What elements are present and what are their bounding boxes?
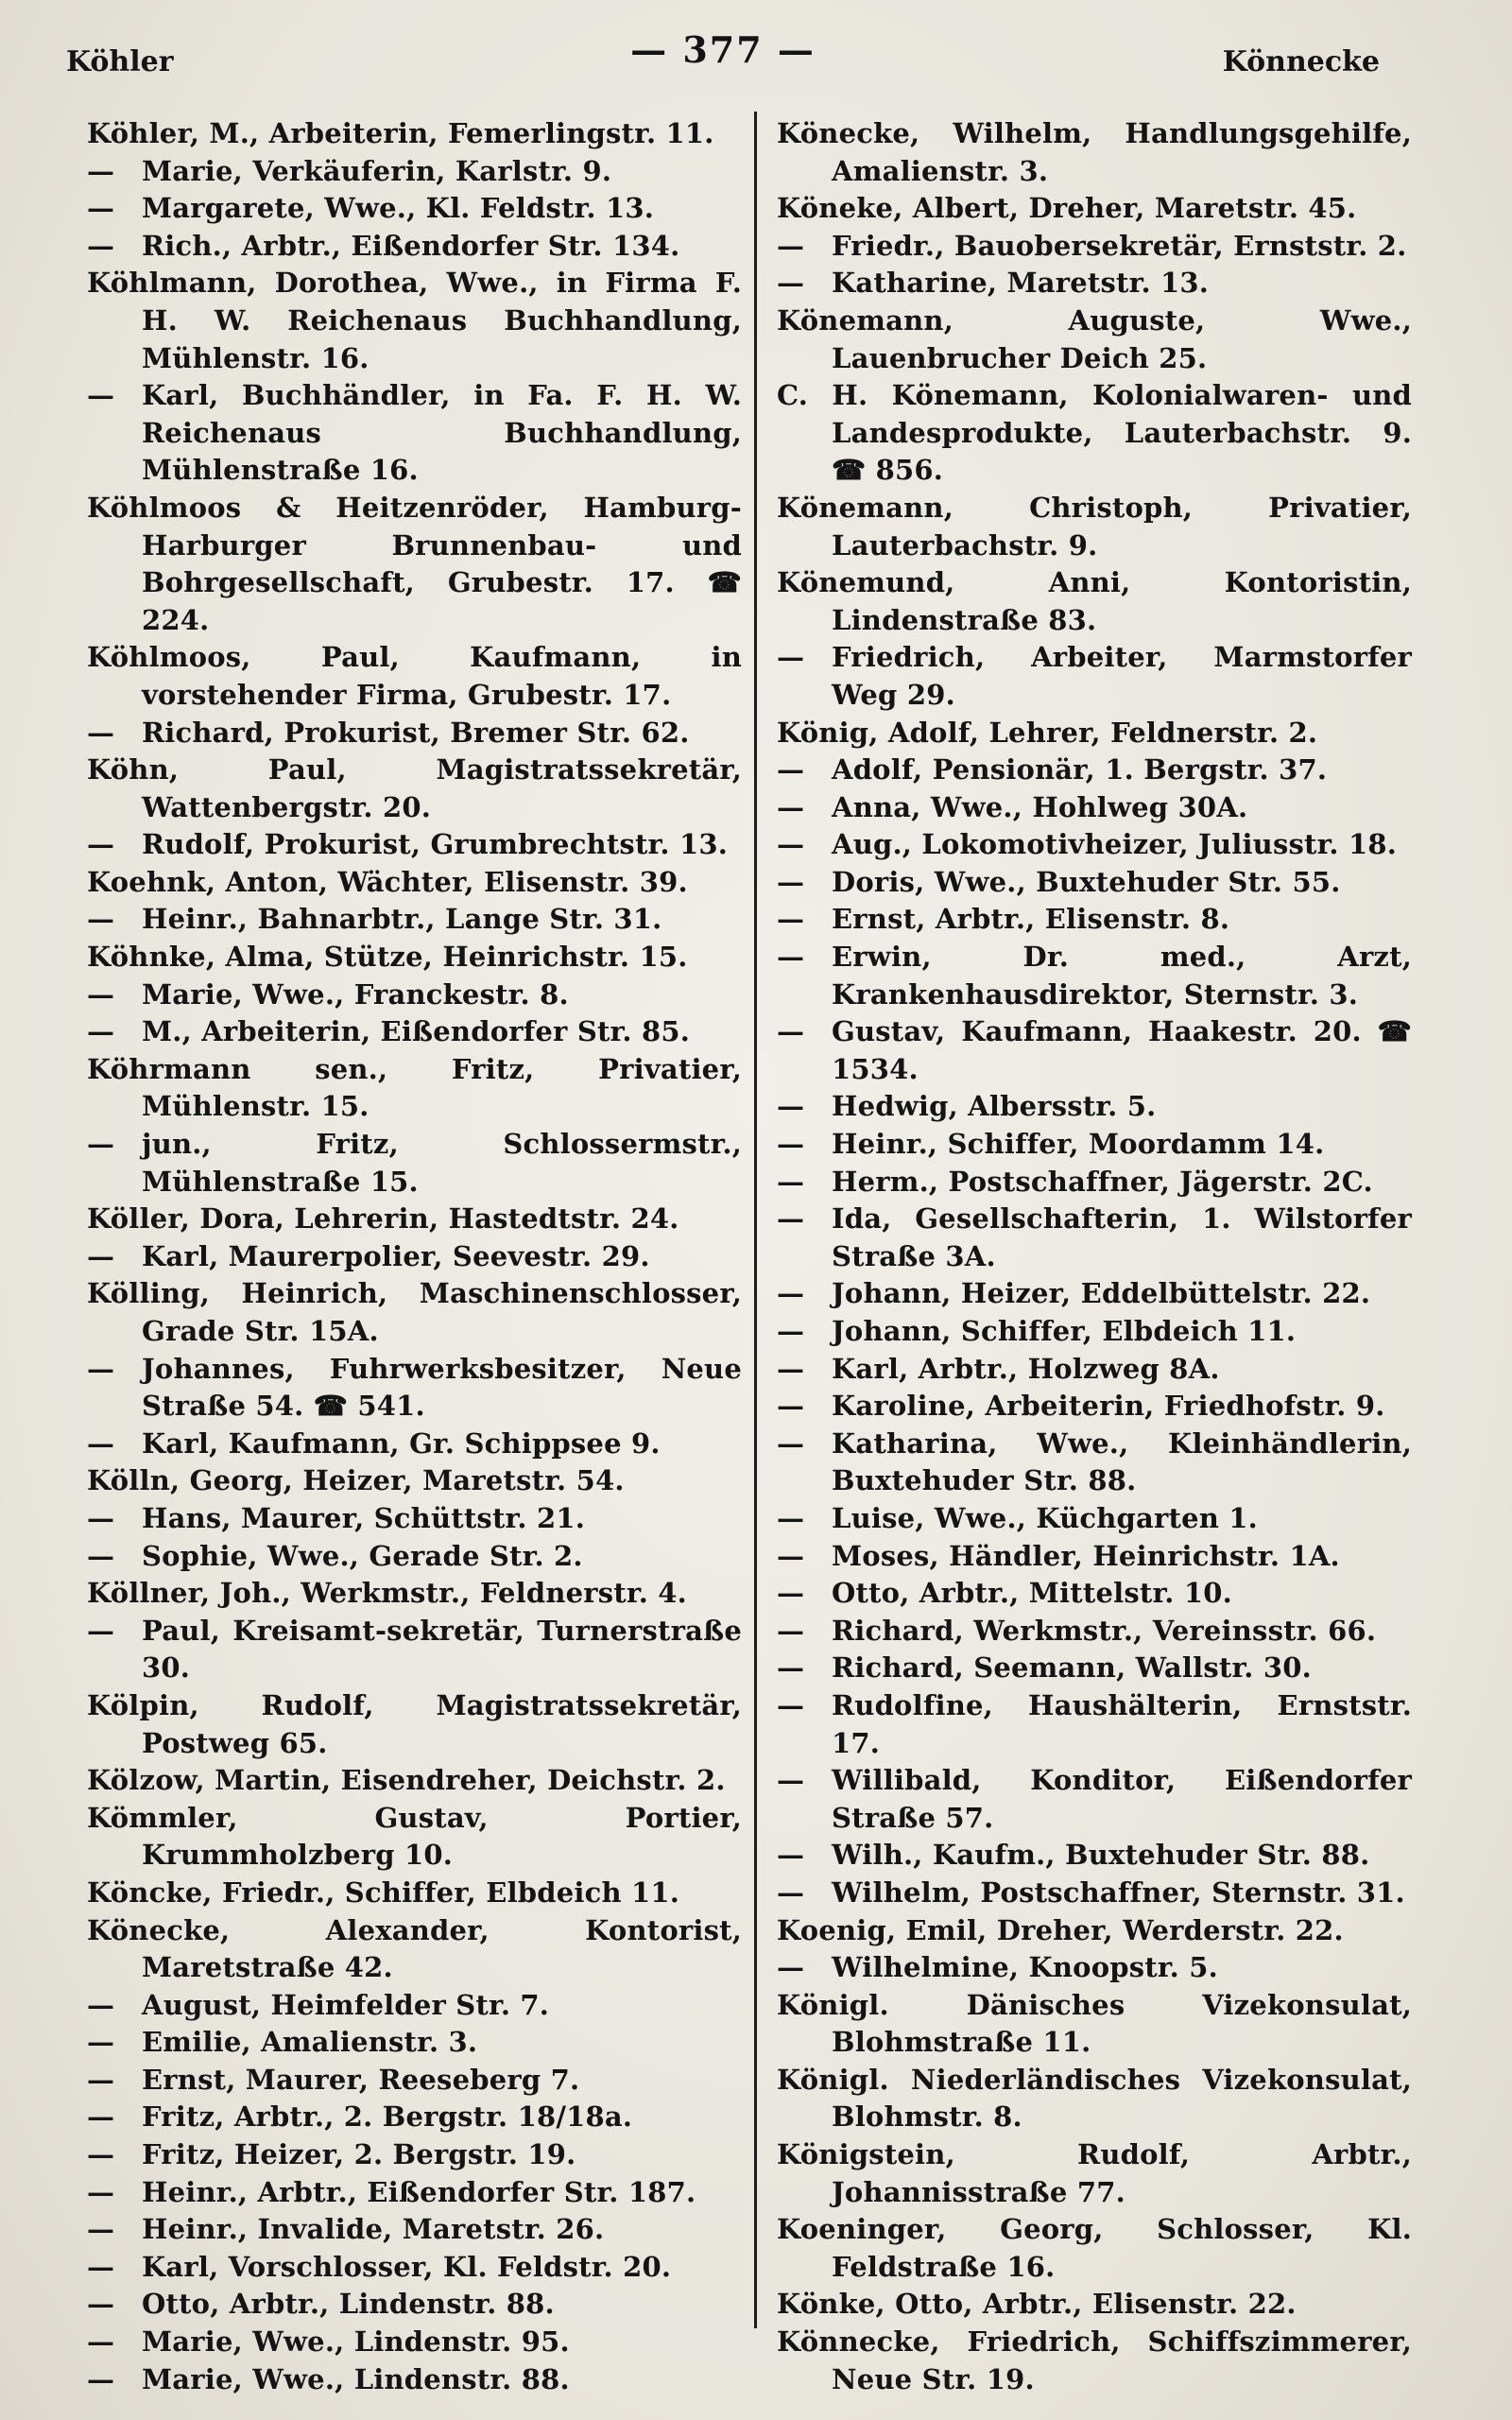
entry-text: König, Adolf, Lehrer, Feldnerstr. 2.: [777, 716, 1318, 749]
directory-subentry: [87, 190, 742, 228]
entry-text: Ida, Gesellschafterin, 1. Wilstorfer Straße 3A.: [832, 1202, 1412, 1272]
directory-entry: [87, 115, 742, 153]
entry-text: Rudolfine, Haushälterin, Ernststr. 17.: [832, 1688, 1412, 1759]
directory-subentry: [777, 1949, 1412, 1987]
entry-text: Köneke, Albert, Dreher, Maretstr. 45.: [777, 192, 1357, 225]
directory-entry: [777, 2062, 1412, 2136]
repeat-dash: —: [777, 1352, 805, 1385]
directory-entry: [777, 490, 1412, 564]
repeat-dash: —: [87, 379, 115, 412]
entry-text: Sophie, Wwe., Gerade Str. 2.: [142, 1539, 583, 1572]
repeat-dash: —: [87, 2063, 115, 2096]
entry-text: Kölpin, Rudolf, Magistratssekretär, Postweg 65.: [87, 1688, 742, 1759]
entry-text: Könemann, Christoph, Privatier, Lauterbachstr. 9.: [777, 491, 1412, 562]
directory-entry: [777, 1987, 1412, 2062]
entry-text: Erwin, Dr. med., Arzt, Krankenhausdirektor, Sternstr. 3.: [832, 941, 1412, 1011]
repeat-dash: —: [87, 1128, 115, 1161]
entry-text: Heinr., Invalide, Maretstr. 26.: [142, 2213, 605, 2246]
entry-text: Anna, Wwe., Hohlweg 30A.: [832, 790, 1248, 823]
directory-subentry: [777, 1837, 1412, 1875]
directory-subentry: [87, 1013, 742, 1051]
directory-subentry: [777, 1013, 1412, 1088]
entry-text: Fritz, Arbtr., 2. Bergstr. 18/18a.: [142, 2100, 633, 2134]
directory-subentry: [87, 1238, 742, 1276]
directory-subentry: [777, 1875, 1412, 1912]
directory-subentry: [777, 1388, 1412, 1426]
directory-subentry: [777, 1088, 1412, 1126]
directory-subentry: [87, 2136, 742, 2174]
directory-subentry: [777, 1275, 1412, 1313]
entry-text: Kölling, Heinrich, Maschinenschlosser, Grade Str. 15A.: [87, 1277, 742, 1347]
directory-subentry: [87, 2286, 742, 2324]
repeat-dash: —: [777, 229, 805, 262]
entry-text: Wilhelmine, Knoopstr. 5.: [832, 1951, 1218, 1984]
entry-text: Karl, Maurerpolier, Seevestr. 29.: [142, 1239, 650, 1272]
entry-text: Herm., Postschaffner, Jägerstr. 2C.: [832, 1165, 1373, 1198]
entry-text: Otto, Arbtr., Lindenstr. 88.: [142, 2288, 555, 2321]
entry-text: Fritz, Heizer, 2. Bergstr. 19.: [142, 2138, 576, 2171]
page-number: — 377 —: [630, 28, 816, 71]
entry-text: Könke, Otto, Arbtr., Elisenstr. 22.: [777, 2288, 1297, 2321]
directory-subentry: [87, 1351, 742, 1426]
directory-subentry: [87, 2174, 742, 2212]
directory-entry: [87, 1462, 742, 1500]
repeat-dash: —: [777, 1688, 805, 1721]
directory-subentry: [87, 826, 742, 864]
directory-subentry: [777, 1762, 1412, 1837]
header-left-catchword: Köhler: [66, 45, 174, 78]
repeat-dash: —: [87, 2250, 115, 2283]
repeat-dash: —: [87, 2325, 115, 2359]
entry-text: Hedwig, Albersstr. 5.: [832, 1090, 1157, 1123]
entry-text: jun., Fritz, Schlossermstr., Mühlenstraße 15.: [142, 1128, 742, 1198]
directory-entry: [777, 2324, 1412, 2398]
entry-text: Friedr., Bauobersekretär, Ernststr. 2.: [832, 229, 1407, 262]
entry-text: Marie, Wwe., Lindenstr. 88.: [142, 2362, 570, 2395]
entry-text: Heinr., Arbtr., Eißendorfer Str. 187.: [142, 2175, 696, 2208]
repeat-dash: —: [87, 229, 115, 262]
directory-entry: [87, 939, 742, 977]
entry-text: Kölzow, Martin, Eisendreher, Deichstr. 2.: [87, 1764, 726, 1797]
entry-text: Köhn, Paul, Magistratssekretär, Wattenbergstr. 20.: [87, 753, 742, 823]
directory-entry: [87, 1275, 742, 1350]
entry-text: Königl. Dänisches Vizekonsulat, Blohmstraße 11.: [777, 1988, 1412, 2059]
entry-text: Köncke, Friedr., Schiffer, Elbdeich 11.: [87, 1876, 680, 1909]
directory-subentry: [777, 939, 1412, 1013]
directory-subentry: [87, 2062, 742, 2100]
entry-text: Heinr., Bahnarbtr., Lange Str. 31.: [142, 903, 662, 936]
directory-entry: [777, 377, 1412, 490]
running-head: [66, 28, 1380, 85]
directory-subentry: [87, 2211, 742, 2249]
entry-text: Moses, Händler, Heinrichstr. 1A.: [832, 1539, 1340, 1572]
directory-entry: [777, 2136, 1412, 2211]
repeat-dash: —: [777, 1165, 805, 1198]
repeat-dash: —: [87, 1539, 115, 1572]
directory-subentry: [87, 1500, 742, 1538]
directory-subentry: [777, 1500, 1412, 1538]
repeat-dash: —: [777, 267, 805, 300]
right-column: [777, 115, 1412, 2398]
entry-text: Johann, Heizer, Eddelbüttelstr. 22.: [832, 1277, 1371, 1310]
directory-subentry: [777, 1126, 1412, 1164]
repeat-dash: —: [87, 1015, 115, 1048]
directory-subentry: [777, 1538, 1412, 1576]
entry-text: August, Heimfelder Str. 7.: [142, 1988, 550, 2021]
repeat-dash: —: [777, 1090, 805, 1123]
entry-text: Margarete, Wwe., Kl. Feldstr. 13.: [142, 192, 655, 225]
entry-text: Aug., Lokomotivheizer, Juliusstr. 18.: [832, 828, 1398, 861]
repeat-dash: —: [777, 1202, 805, 1236]
entry-text: Marie, Wwe., Franckestr. 8.: [142, 977, 569, 1011]
repeat-dash: —: [777, 1614, 805, 1647]
repeat-dash: —: [87, 192, 115, 225]
directory-subentry: [777, 228, 1412, 266]
directory-entry: [777, 302, 1412, 377]
entry-text: Koehnk, Anton, Wächter, Elisenstr. 39.: [87, 865, 688, 898]
entry-text: Marie, Wwe., Lindenstr. 95.: [142, 2325, 570, 2359]
directory-subentry: [777, 901, 1412, 939]
entry-text: Katharine, Maretstr. 13.: [832, 267, 1210, 300]
entry-text: M., Arbeiterin, Eißendorfer Str. 85.: [142, 1015, 691, 1048]
directory-subentry: [777, 1687, 1412, 1762]
directory-subentry: [87, 377, 742, 490]
directory-subentry: [777, 1650, 1412, 1687]
entry-text: Karl, Vorschlosser, Kl. Feldstr. 20.: [142, 2250, 672, 2283]
entry-text: C. H. Könemann, Kolonialwaren- und Landesprodukte, Lauterbachstr. 9. ☎ 856.: [777, 379, 1412, 487]
entry-text: Könemann, Auguste, Wwe., Lauenbrucher Deich 25.: [777, 303, 1412, 374]
entry-text: Ernst, Maurer, Reeseberg 7.: [142, 2063, 580, 2096]
entry-text: Emilie, Amalienstr. 3.: [142, 2026, 478, 2059]
directory-entry: [87, 1575, 742, 1613]
header-right-catchword: Könnecke: [1222, 45, 1380, 78]
repeat-dash: —: [777, 1651, 805, 1685]
repeat-dash: —: [777, 1764, 805, 1797]
entry-text: Königl. Niederländisches Vizekonsulat, Blohmstr. 8.: [777, 2063, 1412, 2134]
repeat-dash: —: [87, 2175, 115, 2208]
entry-text: Otto, Arbtr., Mittelstr. 10.: [832, 1577, 1232, 1610]
repeat-dash: —: [87, 2100, 115, 2134]
entry-text: Wilhelm, Postschaffner, Sternstr. 31.: [832, 1876, 1405, 1909]
entry-text: Willibald, Konditor, Eißendorfer Straße 57.: [832, 1764, 1412, 1834]
repeat-dash: —: [87, 1352, 115, 1385]
repeat-dash: —: [777, 1426, 805, 1460]
directory-entry: [777, 1912, 1412, 1950]
column-divider: [754, 112, 757, 2328]
directory-entry: [87, 1762, 742, 1800]
entry-text: Kölln, Georg, Heizer, Maretstr. 54.: [87, 1464, 625, 1497]
repeat-dash: —: [87, 2138, 115, 2171]
directory-subentry: [87, 2099, 742, 2136]
directory-subentry: [777, 1351, 1412, 1389]
directory-entry: [87, 639, 742, 714]
entry-text: Köhler, M., Arbeiterin, Femerlingstr. 11.: [87, 117, 714, 149]
entry-text: Katharina, Wwe., Kleinhändlerin, Buxtehuder Str. 88.: [832, 1426, 1412, 1497]
directory-subentry: [87, 901, 742, 939]
directory-entry: [87, 1687, 742, 1762]
entry-text: Köhlmoos, Paul, Kaufmann, in vorstehender Firma, Grubestr. 17.: [87, 641, 742, 711]
entry-text: Köhlmann, Dorothea, Wwe., in Firma F. H. W. Reichenaus Buchhandlung, Mühlenstr. 16.: [87, 267, 742, 374]
entry-text: Karl, Kaufmann, Gr. Schippsee 9.: [142, 1426, 661, 1460]
entry-text: Karl, Arbtr., Holzweg 8A.: [832, 1352, 1220, 1385]
repeat-dash: —: [777, 1501, 805, 1534]
entry-text: Paul, Kreisamt-sekretär, Turnerstraße 30.: [142, 1614, 742, 1685]
repeat-dash: —: [87, 903, 115, 936]
directory-subentry: [777, 1613, 1412, 1651]
directory-subentry: [87, 2324, 742, 2361]
entry-text: Gustav, Kaufmann, Haakestr. 20. ☎ 1534.: [832, 1015, 1412, 1085]
directory-subentry: [87, 1426, 742, 1463]
entry-text: Könnecke, Friedrich, Schiffszimmerer, Neue Str. 19.: [777, 2325, 1412, 2395]
entry-text: Königstein, Rudolf, Arbtr., Johannisstraße 77.: [777, 2138, 1412, 2208]
entry-text: Hans, Maurer, Schüttstr. 21.: [142, 1501, 586, 1534]
directory-subentry: [87, 2024, 742, 2062]
entry-text: Luise, Wwe., Küchgarten 1.: [832, 1501, 1258, 1534]
directory-entry: [87, 1875, 742, 1912]
directory-entry: [87, 752, 742, 826]
repeat-dash: —: [87, 1501, 115, 1534]
entry-text: Köhnke, Alma, Stütze, Heinrichstr. 15.: [87, 941, 688, 974]
repeat-dash: —: [777, 1876, 805, 1909]
repeat-dash: —: [777, 941, 805, 974]
entry-text: Koenig, Emil, Dreher, Werderstr. 22.: [777, 1913, 1344, 1946]
entry-text: Johannes, Fuhrwerksbesitzer, Neue Straße 54. ☎ 541.: [142, 1352, 742, 1423]
entry-text: Friedrich, Arbeiter, Marmstorfer Weg 29.: [832, 641, 1412, 711]
entry-text: Rudolf, Prokurist, Grumbrechtstr. 13.: [142, 828, 729, 861]
directory-subentry: [777, 864, 1412, 902]
entry-text: Könemund, Anni, Kontoristin, Lindenstraße 83.: [777, 566, 1412, 636]
repeat-dash: —: [87, 2362, 115, 2395]
entry-text: Köller, Dora, Lehrerin, Hastedtstr. 24.: [87, 1202, 679, 1236]
directory-subentry: [777, 752, 1412, 789]
directory-subentry: [87, 1987, 742, 2025]
left-column: [87, 115, 742, 2398]
repeat-dash: —: [777, 790, 805, 823]
repeat-dash: —: [87, 154, 115, 187]
directory-entry: [87, 1912, 742, 1987]
directory-subentry: [777, 789, 1412, 827]
directory-entry: [87, 1201, 742, 1238]
directory-entry: [87, 1800, 742, 1875]
repeat-dash: —: [777, 1128, 805, 1161]
entry-text: Koeninger, Georg, Schlosser, Kl. Feldstraße 16.: [777, 2213, 1412, 2283]
repeat-dash: —: [87, 1988, 115, 2021]
repeat-dash: —: [777, 1277, 805, 1310]
directory-entry: [777, 115, 1412, 190]
entry-text: Adolf, Pensionär, 1. Bergstr. 37.: [832, 753, 1328, 786]
repeat-dash: —: [777, 641, 805, 674]
entry-text: Rich., Arbtr., Eißendorfer Str. 134.: [142, 229, 680, 262]
repeat-dash: —: [87, 977, 115, 1011]
entry-text: Richard, Seemann, Wallstr. 30.: [832, 1651, 1312, 1685]
directory-subentry: [87, 1126, 742, 1201]
repeat-dash: —: [777, 1015, 805, 1048]
repeat-dash: —: [777, 1315, 805, 1347]
directory-entry: [87, 490, 742, 639]
directory-subentry: [777, 1313, 1412, 1351]
directory-subentry: [87, 228, 742, 266]
entry-text: Johann, Schiffer, Elbdeich 11.: [832, 1315, 1297, 1347]
directory-subentry: [777, 1201, 1412, 1275]
directory-entry: [87, 864, 742, 902]
directory-subentry: [87, 2249, 742, 2287]
directory-subentry: [777, 1575, 1412, 1613]
directory-subentry: [777, 826, 1412, 864]
entry-text: Richard, Werkmstr., Vereinsstr. 66.: [832, 1614, 1377, 1647]
directory-subentry: [87, 977, 742, 1014]
entry-text: Richard, Prokurist, Bremer Str. 62.: [142, 716, 690, 749]
repeat-dash: —: [777, 1951, 805, 1984]
repeat-dash: —: [87, 2026, 115, 2059]
entry-text: Könecke, Wilhelm, Handlungsgehilfe, Amalienstr. 3.: [777, 117, 1412, 187]
directory-subentry: [777, 1164, 1412, 1201]
entry-text: Karoline, Arbeiterin, Friedhofstr. 9.: [832, 1390, 1385, 1423]
repeat-dash: —: [87, 1239, 115, 1272]
repeat-dash: —: [777, 1390, 805, 1423]
entry-text: Heinr., Schiffer, Moordamm 14.: [832, 1128, 1325, 1161]
repeat-dash: —: [777, 865, 805, 898]
directory-entry: [87, 1051, 742, 1126]
repeat-dash: —: [87, 2213, 115, 2246]
entry-text: Köhrmann sen., Fritz, Privatier, Mühlenstr. 15.: [87, 1052, 742, 1123]
directory-entry: [87, 265, 742, 377]
repeat-dash: —: [87, 2288, 115, 2321]
directory-subentry: [777, 1426, 1412, 1500]
repeat-dash: —: [777, 903, 805, 936]
entry-text: Köhlmoos & Heitzenröder, Hamburg-Harburger Brunnenbau- und Bohrgesellschaft, Grubestr. 17. ☎ 224.: [87, 491, 742, 636]
directory-subentry: [87, 1613, 742, 1687]
repeat-dash: —: [87, 828, 115, 861]
directory-entry: [777, 2286, 1412, 2324]
directory-subentry: [777, 265, 1412, 302]
entry-text: Könecke, Alexander, Kontorist, Maretstraße 42.: [87, 1913, 742, 1984]
repeat-dash: —: [777, 1839, 805, 1872]
directory-entry: [777, 715, 1412, 752]
directory-entry: [777, 2211, 1412, 2286]
entry-text: Kömmler, Gustav, Portier, Krummholzberg 10.: [87, 1801, 742, 1872]
entry-text: Marie, Verkäuferin, Karlstr. 9.: [142, 154, 612, 187]
directory-subentry: [87, 1538, 742, 1576]
repeat-dash: —: [777, 1577, 805, 1610]
repeat-dash: —: [777, 828, 805, 861]
repeat-dash: —: [777, 753, 805, 786]
directory-subentry: [87, 715, 742, 752]
repeat-dash: —: [87, 1426, 115, 1460]
directory-entry: [777, 564, 1412, 639]
directory-subentry: [87, 2361, 742, 2399]
repeat-dash: —: [777, 1539, 805, 1572]
directory-subentry: [777, 639, 1412, 714]
entry-text: Karl, Buchhändler, in Fa. F. H. W. Reichenaus Buchhandlung, Mühlenstraße 16.: [142, 379, 742, 487]
entry-text: Doris, Wwe., Buxtehuder Str. 55.: [832, 865, 1341, 898]
repeat-dash: —: [87, 716, 115, 749]
directory-subentry: [87, 153, 742, 191]
entry-text: Ernst, Arbtr., Elisenstr. 8.: [832, 903, 1230, 936]
repeat-dash: —: [87, 1614, 115, 1647]
entry-text: Wilh., Kaufm., Buxtehuder Str. 88.: [832, 1839, 1370, 1872]
directory-entry: [777, 190, 1412, 228]
entry-text: Köllner, Joh., Werkmstr., Feldnerstr. 4.: [87, 1577, 687, 1610]
